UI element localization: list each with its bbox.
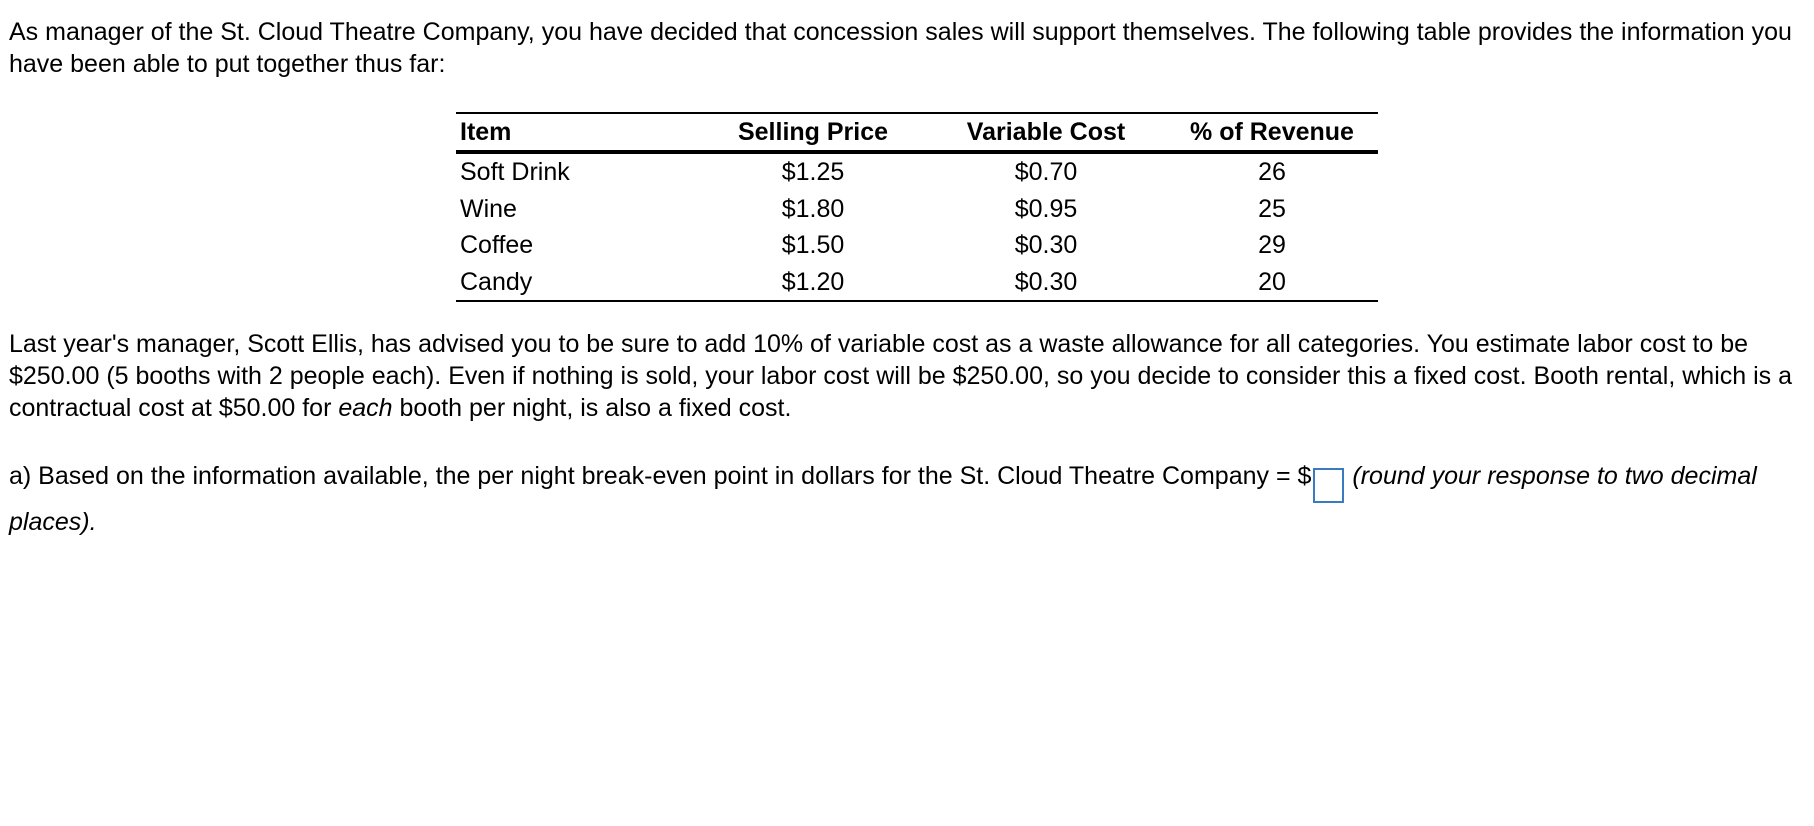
cell-selling-price: $1.20	[700, 264, 926, 302]
cell-item: Soft Drink	[460, 158, 570, 187]
assumptions-paragraph	[9, 328, 1805, 424]
cell-selling-price: $1.80	[781, 194, 845, 223]
assumptions-text-start: Last year's manager, Scott Ellis, has advised you to be sure to add 10% of variable cost as a waste allowance for all categories. You estimate labor cost to be $250.00 (5 booths with 2 people each). Even if nothing is sold, your labor cost will be $250.00, so you decide to consider this a fixed cost. Booth rental, which is a contractual cost at $50.00 for	[9, 330, 1792, 422]
table-row	[456, 191, 1378, 228]
question-a	[9, 457, 1805, 541]
cell-percent-revenue: 25	[1258, 194, 1286, 223]
cell-selling-price: $1.25	[781, 158, 845, 187]
header-item: Item	[456, 113, 700, 152]
concession-table-wrapper	[456, 112, 1354, 302]
break-even-answer-input[interactable]	[1313, 468, 1344, 503]
header-variable-cost: Variable Cost	[926, 113, 1166, 152]
cell-item: Coffee	[460, 231, 534, 260]
cell-variable-cost: $0.30	[926, 264, 1166, 302]
cell-variable-cost: $0.95	[1014, 194, 1078, 223]
cell-variable-cost: $0.30	[1014, 231, 1078, 260]
table-header-row	[456, 113, 1378, 152]
intro-paragraph: As manager of the St. Cloud Theatre Company, you have decided that concession sales will support themselves. The following table provides the information you have been able to put together thus far:	[9, 18, 1792, 78]
assumptions-emphasis: each	[338, 394, 393, 422]
concession-table	[456, 112, 1378, 302]
header-selling-price: Selling Price	[700, 113, 926, 152]
cell-item: Wine	[460, 194, 517, 223]
question-a-text: a) Based on the information available, the per night break-even point in dollars for the St. Cloud Theatre Company = $	[9, 462, 1312, 490]
table-row	[456, 227, 1378, 264]
cell-selling-price: $1.50	[781, 231, 845, 260]
header-percent-revenue: % of Revenue	[1166, 113, 1378, 152]
table-row	[456, 152, 1378, 191]
table-row	[456, 264, 1378, 302]
assumptions-text-end: booth per night, is also a fixed cost.	[392, 394, 792, 422]
cell-percent-revenue: 20	[1166, 264, 1378, 302]
rounding-hint: (round your response to two decimal places).	[9, 462, 1757, 536]
cell-item: Candy	[456, 264, 700, 302]
cell-variable-cost: $0.70	[1014, 158, 1078, 187]
cell-percent-revenue: 26	[1258, 158, 1286, 187]
cell-percent-revenue: 29	[1258, 231, 1286, 260]
